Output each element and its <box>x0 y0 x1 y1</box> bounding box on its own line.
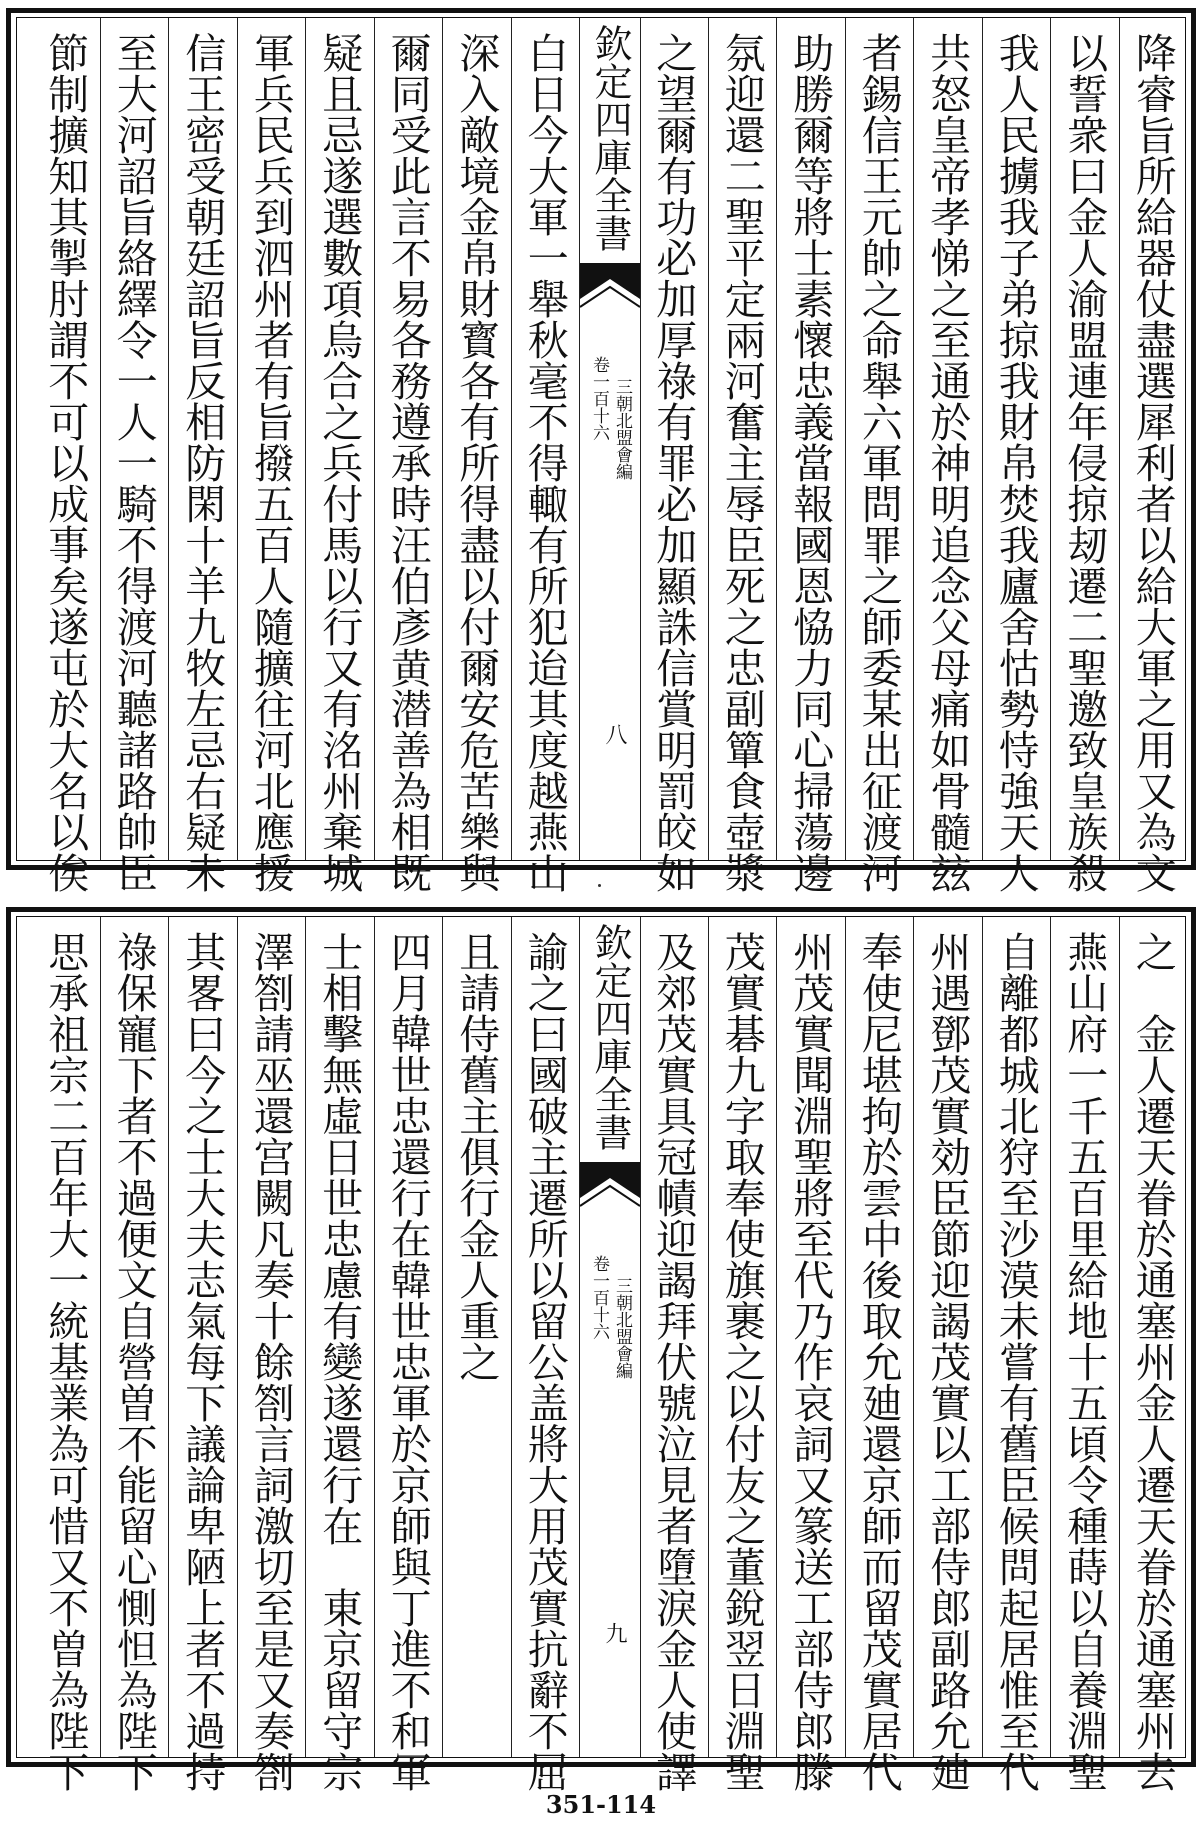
text-column: 思承祖宗二百年大一統基業為可惜又不曽為陛下 <box>41 931 90 1792</box>
column-rule <box>708 917 709 1757</box>
text-column: 助勝爾等將士素懷忠義當報國恩恊力同心掃蕩邊 <box>786 32 835 893</box>
text-column: 者錫信王元帥之命舉六軍問罪之師委某出征渡河 <box>854 32 903 893</box>
column-rule <box>845 18 846 860</box>
book-subtitle: 三朝北盟會編 <box>612 378 632 480</box>
column-rule <box>913 18 914 860</box>
column-rule <box>305 917 306 1757</box>
column-rule <box>1119 917 1120 1757</box>
text-column: 我人民擄我子弟掠我財帛焚我廬舍怙勢恃強天人 <box>991 32 1040 893</box>
text-column: 信王密受朝廷詔旨反相防閑十羊九牧左忌右疑未 <box>178 32 227 893</box>
text-column: 自離都城北狩至沙漠未嘗有舊臣候問起居惟至代 <box>991 931 1040 1792</box>
text-column: 及郊茂實具冠幘迎謁拜伏號泣見者墮淚金人使譯 <box>649 931 698 1792</box>
fishtail-mark <box>580 1162 640 1208</box>
column-rule <box>511 18 512 860</box>
text-column: 共怒皇帝孝悌之至通於神明追念父母痛如骨髓玆 <box>923 32 972 893</box>
folio-number: 八 <box>602 723 627 745</box>
top-page <box>0 0 1202 893</box>
text-column: 士相擊無虛日世忠慮有變遂還行在 東京留守宗 <box>315 931 364 1792</box>
fishtail-mark <box>580 263 640 309</box>
volume-label: 卷一百十六 <box>589 1255 609 1340</box>
text-column: 深入敵境金帛財寳各有所得盡以付爾安危苦樂與 <box>452 32 501 893</box>
text-column: 白日今大軍一舉秋毫不得輙有所犯迨其度越燕山 <box>520 32 569 893</box>
text-column: 諭之曰國破主遷所以留公盖將大用茂實抗辭不屈 <box>520 931 569 1792</box>
column-rule <box>442 917 443 1757</box>
text-column: 疑且忌遂選數項烏合之兵付馬以行又有洺州棄城 <box>315 32 364 893</box>
column-rule <box>1050 917 1051 1757</box>
center-strip <box>579 917 641 1757</box>
book-title: 欽定四庫全書 <box>588 923 632 1151</box>
folio-number: 九 <box>602 1622 627 1644</box>
column-rule <box>845 917 846 1757</box>
column-rule <box>1119 18 1120 860</box>
column-rule <box>708 18 709 860</box>
column-rule <box>1050 18 1051 860</box>
page-number: 351-114 <box>545 1790 657 1819</box>
column-rule <box>237 18 238 860</box>
column-rule <box>374 18 375 860</box>
book-subtitle: 三朝北盟會編 <box>612 1277 632 1379</box>
column-rule <box>168 18 169 860</box>
text-column: 且請侍舊主俱行金人重之 <box>452 931 501 1382</box>
bottom-page <box>0 905 1202 1792</box>
column-rule <box>100 18 101 860</box>
column-rule <box>100 917 101 1757</box>
column-rule <box>305 18 306 860</box>
text-column: 至大河詔旨絡繹令一人一騎不得渡河聽諸路帥臣 <box>109 32 158 893</box>
text-column: 茂實碁九字取奉使旗裹之以付友之董銳翌日淵聖 <box>717 931 766 1792</box>
column-rule <box>982 18 983 860</box>
top-page-text-block <box>16 17 1186 893</box>
text-column: 州茂實聞淵聖將至代乃作哀詞又篆送工部侍郎滕 <box>786 931 835 1792</box>
column-rule <box>913 917 914 1757</box>
column-rule <box>374 917 375 1757</box>
column-rule <box>776 18 777 860</box>
column-rule <box>168 917 169 1757</box>
text-column: 降睿旨所給器仗盡選犀利者以給大軍之用又為文 <box>1128 32 1177 893</box>
text-column: 燕山府一千五百里給地十五頃令種蒔以自養淵聖 <box>1060 931 1109 1792</box>
column-rule <box>982 917 983 1757</box>
text-column: 其畧曰今之士大夫志氣每下議論卑陋上者不過持 <box>178 931 227 1792</box>
text-column: 州遇鄧茂實効臣節迎謁茂實以工部侍郎副路允廸 <box>923 931 972 1792</box>
text-column: 以誓衆曰金人渝盟連年侵掠刼遷二聖邀致皇族殺 <box>1060 32 1109 893</box>
column-rule <box>776 917 777 1757</box>
column-rule <box>237 917 238 1757</box>
text-column: 節制擴知其掣肘謂不可以成事矣遂屯於大名以俟 <box>41 32 90 893</box>
text-column: 軍兵民兵到泗州者有旨撥五百人隨擴往河北應援 <box>246 32 295 893</box>
book-title: 欽定四庫全書 <box>588 24 632 252</box>
text-column: 氛迎還二聖平定兩河奮主辱臣死之忠副簞食壺漿 <box>717 32 766 893</box>
text-column: 之望爾有功必加厚祿有罪必加顯誅信賞明罰皎如 <box>649 32 698 893</box>
center-strip <box>579 18 641 860</box>
column-rule <box>511 917 512 1757</box>
scan-speck <box>598 884 601 887</box>
text-column: 奉使尼堪拘於雲中後取允廸還京師而留茂實居代 <box>854 931 903 1792</box>
text-column: 祿保寵下者不過便文自營曽不能留心惻怛為陛下 <box>109 931 158 1792</box>
text-column: 之 金人遷天眷於通塞州金人遷天眷於通塞州去 <box>1128 931 1177 1792</box>
bottom-page-text-block <box>16 916 1186 1792</box>
column-rule <box>442 18 443 860</box>
volume-label: 卷一百十六 <box>589 356 609 441</box>
text-column: 四月韓世忠還行在韓世忠軍於京師與丁進不和軍 <box>383 931 432 1792</box>
text-column: 澤劄請巫還宫闕凡奏十餘劄言詞激切至是又奏劄 <box>246 931 295 1792</box>
text-column: 爾同受此言不易各務遵承時汪伯彥黄潜善為相既 <box>383 32 432 893</box>
